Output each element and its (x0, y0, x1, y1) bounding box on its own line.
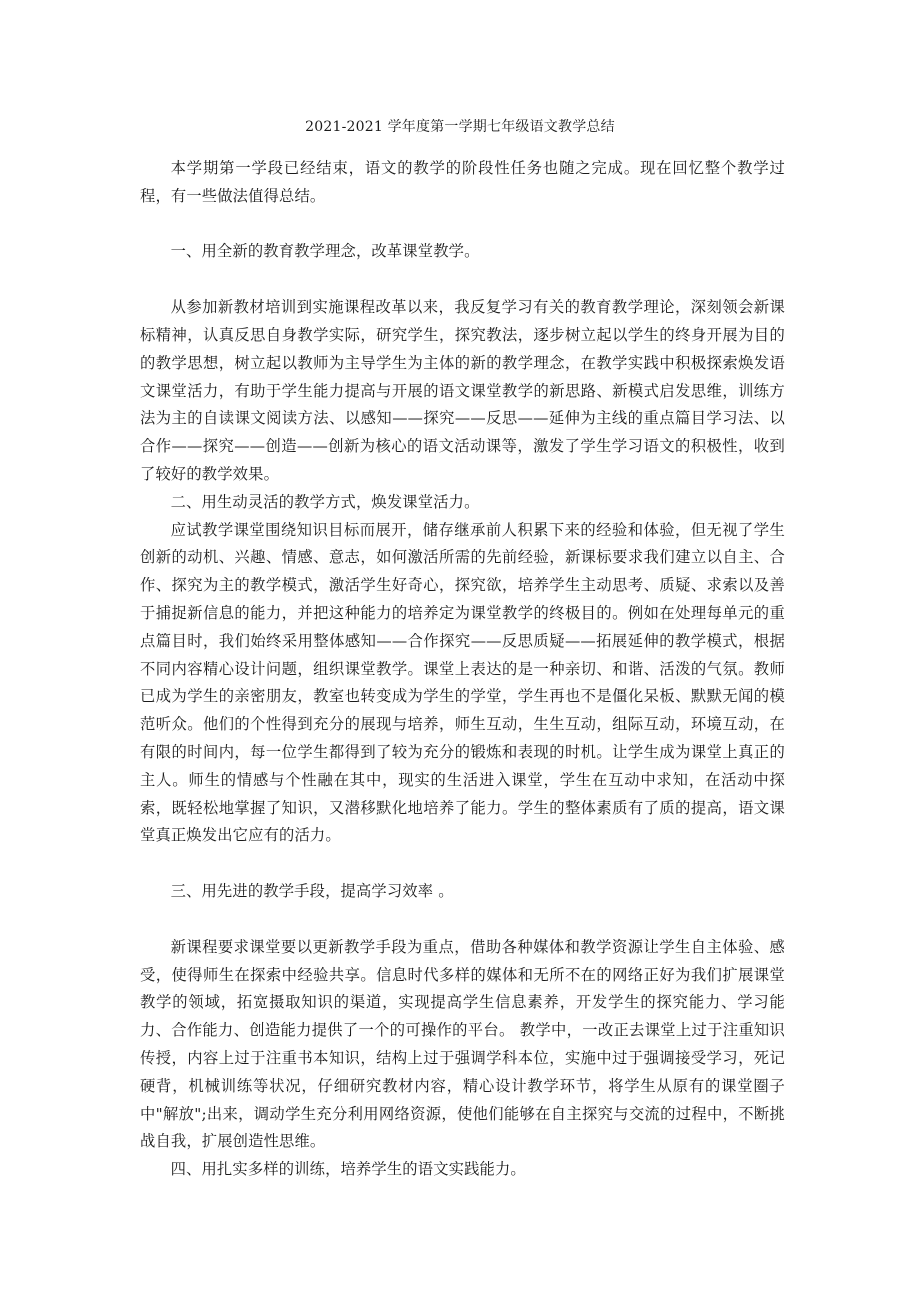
section-2-paragraph: 应试教学课堂围绕知识目标而展开，储存继承前人积累下来的经验和体验，但无视了学生创新的动机、兴趣、情感、意志，如何激活所需的先前经验，新课标要求我们建立以自主、合作、探究为主的教学模式，激活学生好奇心，探究欲，培养学生主动思考、质疑、求索以及善于捕捉新信息的能力，并把这种能力的培养定为课堂教学的终极目的。例如在处理每单元的重点篇目时，我们始终采用整体感知——合作探究——反思质疑——拓展延伸的教学模式，根据不同内容精心设计问题，组织课堂教学。课堂上表达的是一种亲切、和谐、活泼的气氛。教师已成为学生的亲密朋友，教室也转变成为学生的学堂，学生再也不是僵化呆板、默默无闻的模范听众。他们的个性得到充分的展现与培养，师生互动，生生互动，组际互动，环境互动，在有限的时间内，每一位学生都得到了较为充分的锻炼和表现的时机。让学生成为课堂上真正的主人。师生的情感与个性融在其中，现实的生活进入课堂，学生在互动中求知，在活动中探索，既轻松地掌握了知识，又潜移默化地培养了能力。学生的整体素质有了质的提高，语文课堂真正焕发出它应有的活力。 (140, 520, 785, 845)
section-3-paragraph: 新课程要求课堂要以更新教学手段为重点，借助各种媒体和教学资源让学生自主体验、感受，使得师生在探索中经验共享。信息时代多样的媒体和无所不在的网络正好为我们扩展课堂教学的领域，拓宽摄取知识的渠道，实现提高学生信息素养，开发学生的探究能力、学习能力、合作能力、创造能力提供了一个的可操作的平台。 教学中，一改正去课堂上过于注重知识传授，内容上过于注重书本知识，结构上过于强调学科本位，实施中过于强调接受学习，死记硬背，机械训练等状况，仔细研究教材内容，精心设计教学环节，将学生从原有的课堂圈子中"解放";出来，调动学生充分利用网络资源，使他们能够在自主探究与交流的过程中，不断挑战自我，扩展创造性思维。 (140, 937, 785, 1151)
section-heading-4: 四、用扎实多样的训练，培养学生的语文实践能力。 (170, 1160, 526, 1179)
document-body (140, 155, 785, 1184)
section-1-paragraph: 从参加新教材培训到实施课程改革以来，我反复学习有关的教育教学理论，深刻领会新课标精神，认真反思自身教学实际，研究学生，探究教法，逐步树立起以学生的终身开展为目的的教学思想，树立起以教师为主导学生为主体的新的教学理念，在教学实践中积极探索焕发语文课堂活力，有助于学生能力提高与开展的语文课堂教学的新思路、新模式启发思维，训练方法为主的自读课文阅读方法、以感知——探究——反思——延伸为主线的重点篇目学习法、以合作——探究——创造——创新为核心的语文活动课等，激发了学生学习语文的积极性，收到了较好的教学效果。 (140, 298, 785, 483)
intro-paragraph: 本学期第一学段已经结束，语文的教学的阶段性任务也随之完成。现在回忆整个教学过程，有一些做法值得总结。 (140, 159, 785, 205)
document-title: 2021-2021 学年度第一学期七年级语文教学总结 (305, 119, 615, 135)
section-heading-1: 一、用全新的教育教学理念，改革课堂教学。 (170, 242, 480, 261)
section-heading-2: 二、用生动灵活的教学方式，焕发课堂活力。 (170, 492, 480, 511)
section-heading-3: 三、用先进的教学手段，提高学习效率 。 (170, 881, 454, 900)
